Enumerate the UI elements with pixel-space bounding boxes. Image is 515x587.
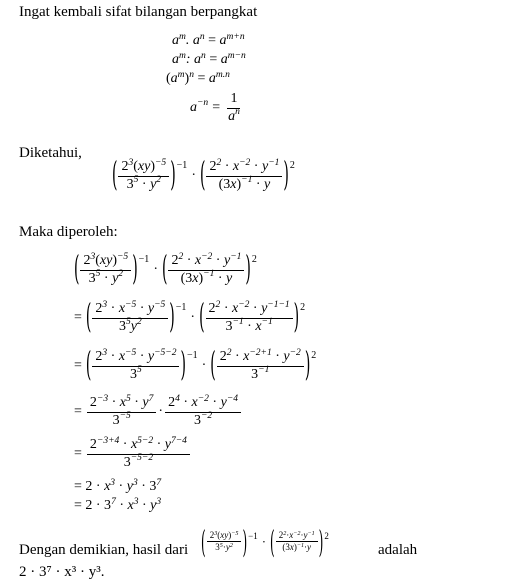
final-answer: 2 · 3⁷ · x³ · y³.: [19, 564, 105, 580]
step-4: = $\frac{2^{-3+4} \cdot x^{5-2} \cdot y^{7-4}}{3^{-5-2}}$: [74, 438, 191, 470]
property-negative: a $^{-n}$ = $\frac{1}{a^n}$: [190, 91, 240, 124]
step-3: = $\frac{2^{-3} \cdot x^5 \cdot y^7}{3^{-5}}$ · $\frac{2^4 \cdot x^{-2} \cdot y^{-4}}{3^{-2}}$: [74, 396, 242, 428]
property-quotient: $a^m$: $a^n = a^{m-n}$: [172, 50, 246, 67]
conclusion-suffix: adalah: [378, 542, 418, 558]
diketahui-label: Diketahui,: [19, 145, 82, 161]
step-5: = $2 \cdot x^3 \cdot y^3 \cdot 3^7$: [74, 477, 162, 494]
conclusion-prefix: Dengan demikian, hasil dari: [19, 542, 189, 558]
conclusion-expression: ( $\frac{2^3(xy)^{-5}}{3^5\cdot y^2}$ ) −1 · ( $\frac{2^2\cdot x^{-2}\cdot y^{-1}}{(3x)^{-1}\cdot y}$ ) 2: [201, 523, 329, 561]
given-expression: ( $\frac{2^3(xy)^{-5}}{3^5 \cdot y^2}$ ) −1 · ( $\frac{2^2 \cdot x^{-2} \cdot y^{-1}}{(3x)^{-1} \cdot y}$ ) 2: [112, 156, 295, 196]
step-1: = ( $\frac{2^3 \cdot x^{-5} \cdot y^{-5}}{3^5y^2}$ ) −1 · ( $\frac{2^2 \cdot x^{-2} \cdot y^{-1-1}}{3^{-1} \cdot x^{-1}}$ ) 2: [74, 298, 306, 338]
maka-label: Maka diperoleh:: [19, 224, 118, 240]
step-2: = ( $\frac{2^3 \cdot x^{-5} \cdot y^{-5-2}}{3^5}$ ) −1 · ( $\frac{2^2 \cdot x^{-2+1} \cdot y^{-2}}{3^{-1}}$ ) 2: [74, 346, 317, 386]
property-product: $a^m$. $a^n = a^{m+n}$: [172, 31, 245, 48]
step-6: = $2 \cdot 3^7 \cdot x^3 \cdot y^3$: [74, 496, 162, 513]
step-0: ( $\frac{2^3(xy)^{-5}}{3^5 \cdot y^2}$ ) −1 · ( $\frac{2^2 \cdot x^{-2} \cdot y^{-1}}{(3x)^{-1} \cdot y}$ ) 2: [74, 250, 257, 290]
intro-text: Ingat kembali sifat bilangan berpangkat: [19, 4, 258, 20]
property-power: $(a^m)^n = a^{m.n}$: [166, 69, 230, 86]
